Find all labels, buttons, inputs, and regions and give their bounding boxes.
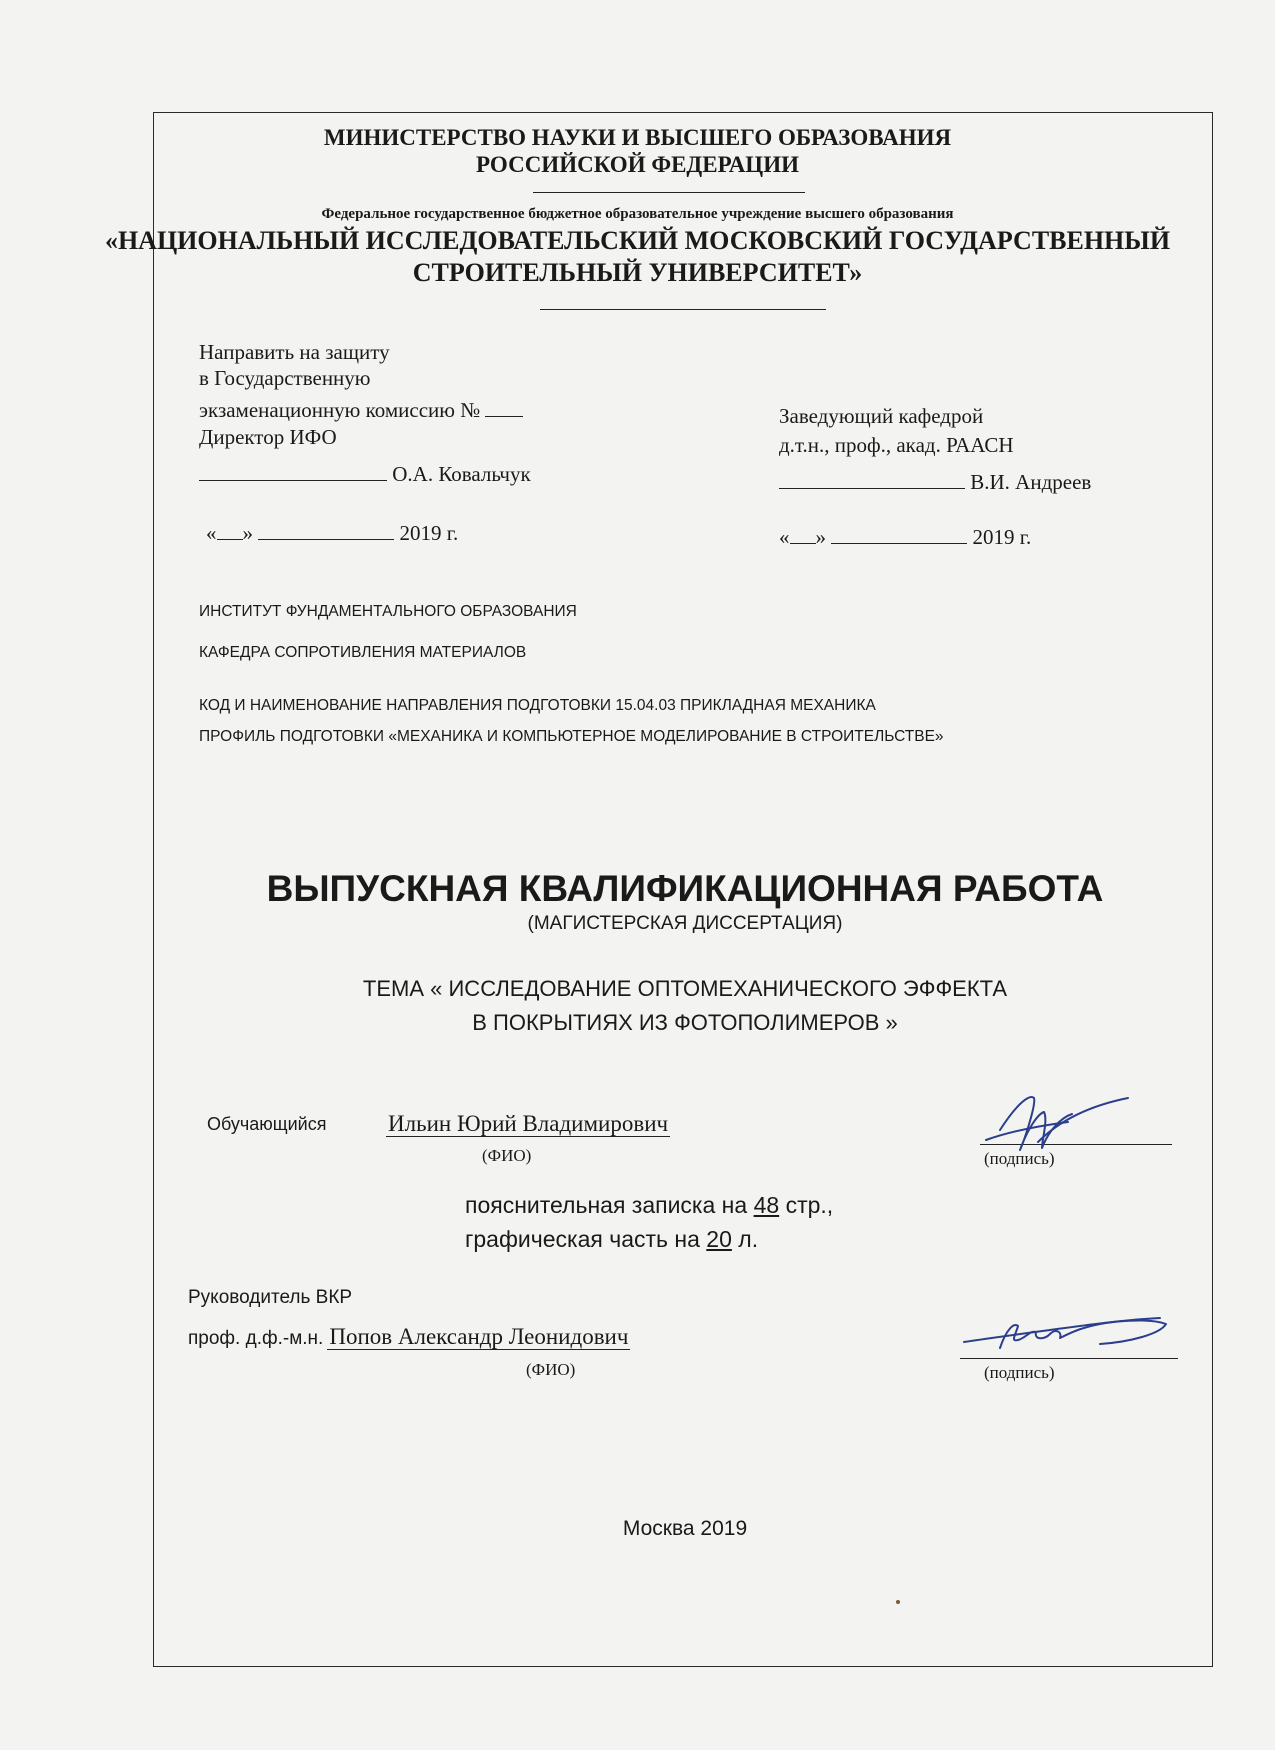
note-pages-line [465, 1192, 833, 1219]
topic-line-2: В ПОКРЫТИЯХ ИЗ ФОТОПОЛИМЕРОВ » [472, 1010, 898, 1035]
director-signature-line [199, 462, 531, 487]
supervisor-line [188, 1324, 630, 1350]
date-close-quote: » [242, 521, 253, 545]
month-blank [831, 543, 967, 544]
ministry-line-2: РОССИЙСКОЙ ФЕДЕРАЦИИ [476, 152, 799, 177]
supervisor-signature-scribble [960, 1310, 1180, 1360]
graphic-sheets-line [465, 1226, 758, 1253]
approval-left-date [206, 521, 458, 546]
department-line: КАФЕДРА СОПРОТИВЛЕНИЯ МАТЕРИАЛОВ [199, 644, 527, 661]
director-name: О.А. Ковальчук [392, 462, 531, 486]
day-blank [790, 543, 816, 544]
university-line-2: СТРОИТЕЛЬНЫЙ УНИВЕРСИТЕТ» [412, 258, 863, 287]
supervisor-fio-caption: (ФИО) [526, 1360, 576, 1379]
ministry-line-1: МИНИСТЕРСТВО НАУКИ И ВЫСШЕГО ОБРАЗОВАНИЯ [323, 125, 952, 150]
thesis-title: ВЫПУСКНАЯ КВАЛИФИКАЦИОННАЯ РАБОТА [266, 868, 1104, 909]
note-suffix: стр., [785, 1192, 834, 1218]
approval-right-date [779, 525, 1031, 550]
direction-line: КОД И НАИМЕНОВАНИЕ НАПРАВЛЕНИЯ ПОДГОТОВКИ 15.04.03 ПРИКЛАДНАЯ МЕХАНИКА [199, 697, 876, 714]
graphic-prefix: графическая часть на [465, 1226, 700, 1252]
day-blank [217, 539, 243, 540]
approval-right-line-2: д.т.н., проф., акад. РААСН [779, 433, 1014, 457]
student-fio-caption: (ФИО) [482, 1146, 532, 1165]
date-year: 2019 г. [972, 525, 1032, 549]
commission-label: экзаменационную комиссию № [199, 398, 481, 422]
student-name-text: Ильин Юрий Владимирович [388, 1111, 669, 1136]
director-title: Директор ИФО [199, 425, 337, 449]
head-signature-line [779, 470, 1091, 495]
date-open-quote: « [779, 525, 790, 549]
header-divider-2 [540, 309, 826, 310]
city-year: Москва 2019 [622, 1517, 748, 1540]
director-signature-blank [199, 480, 387, 481]
paper-speck [896, 1600, 900, 1604]
supervisor-label: Руководитель ВКР [188, 1287, 353, 1308]
note-pages-count: 48 [753, 1192, 780, 1218]
graphic-sheets-count: 20 [706, 1226, 732, 1252]
date-open-quote: « [206, 521, 217, 545]
supervisor-title: проф. д.ф.-м.н. [188, 1328, 324, 1349]
approval-left-line-2: в Государственную [199, 366, 371, 390]
supervisor-name: Попов Александр Леонидович [329, 1324, 629, 1349]
month-blank [258, 539, 394, 540]
note-prefix: пояснительная записка на [465, 1192, 748, 1218]
approval-right-line-1: Заведующий кафедрой [779, 404, 984, 428]
institution-type: Федеральное государственное бюджетное образовательное учреждение высшего образования [321, 206, 954, 222]
date-year: 2019 г. [399, 521, 459, 545]
head-signature-blank [779, 488, 965, 489]
thesis-subtitle: (МАГИСТЕРСКАЯ ДИССЕРТАЦИЯ) [527, 913, 843, 934]
graphic-suffix: л. [738, 1226, 759, 1252]
university-line-1: «НАЦИОНАЛЬНЫЙ ИССЛЕДОВАТЕЛЬСКИЙ МОСКОВСКИЙ ГОСУДАРСТВЕННЫЙ [104, 226, 1171, 255]
profile-line: ПРОФИЛЬ ПОДГОТОВКИ «МЕХАНИКА И КОМПЬЮТЕРНОЕ МОДЕЛИРОВАНИЕ В СТРОИТЕЛЬСТВЕ» [199, 728, 944, 745]
head-name: В.И. Андреев [970, 470, 1092, 494]
student-signature-caption: (подпись) [984, 1149, 1055, 1168]
date-close-quote: » [815, 525, 826, 549]
approval-left-line-1: Направить на защиту [199, 340, 390, 364]
student-name [386, 1111, 670, 1137]
student-label: Обучающийся [207, 1114, 327, 1134]
header-divider-1 [533, 192, 805, 193]
commission-number-blank [485, 416, 523, 417]
student-signature-scribble [978, 1092, 1138, 1154]
topic-line-1: ТЕМА « ИССЛЕДОВАНИЕ ОПТОМЕХАНИЧЕСКОГО ЭФФЕКТА [362, 976, 1008, 1001]
supervisor-signature-caption: (подпись) [984, 1363, 1055, 1382]
institute-line: ИНСТИТУТ ФУНДАМЕНТАЛЬНОГО ОБРАЗОВАНИЯ [199, 603, 577, 620]
approval-left-line-3 [199, 398, 523, 423]
